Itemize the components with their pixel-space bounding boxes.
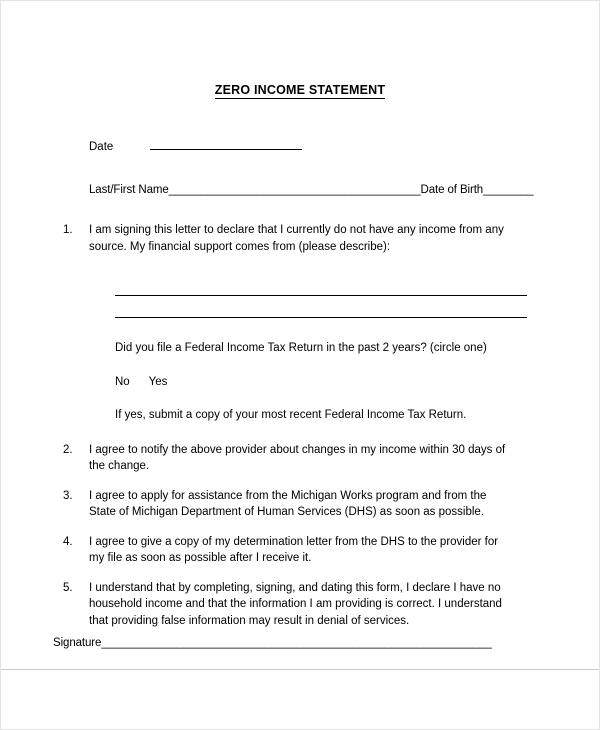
list-item-text: I am signing this letter to declare that I currently do not have any income from any source. My financial support comes from (please describe): bbox=[89, 224, 504, 253]
page-footer-area bbox=[1, 671, 599, 730]
tax-return-question-block bbox=[89, 340, 515, 424]
list-item bbox=[63, 534, 515, 567]
list-item-text: I agree to apply for assistance from the Michigan Works program and from the State of Michigan Department of Human Services (DHS) as soon as possible. bbox=[89, 489, 487, 518]
statement-list bbox=[63, 222, 515, 642]
page-title-text: ZERO INCOME STATEMENT bbox=[214, 83, 386, 97]
list-item bbox=[63, 222, 515, 424]
tax-return-question: Did you file a Federal Income Tax Return in the past 2 years? (circle one) bbox=[115, 342, 487, 354]
list-item bbox=[63, 488, 515, 521]
list-item-text: I understand that by completing, signing, and dating this form, I declare I have no household income and that the information I am providing is correct. I understand that providing false information may result in denial of services. bbox=[89, 581, 502, 627]
list-item-number: 3. bbox=[63, 489, 73, 502]
list-item-text: I agree to notify the above provider about changes in my income within 30 days of the change. bbox=[89, 443, 506, 472]
list-item-number: 4. bbox=[63, 535, 73, 548]
tax-return-choices[interactable]: No Yes bbox=[115, 375, 168, 388]
list-item bbox=[63, 580, 515, 630]
list-item-number: 5. bbox=[63, 581, 73, 594]
financial-support-fill-lines bbox=[89, 274, 515, 318]
name-dob-field-row[interactable]: Last/First Name________________________________________Date of Birth________ bbox=[89, 184, 534, 196]
form-sheet bbox=[1, 1, 599, 670]
list-item-number: 1. bbox=[63, 224, 73, 236]
date-field-row bbox=[89, 140, 302, 153]
fill-line-2[interactable] bbox=[115, 296, 527, 318]
fill-line-1[interactable] bbox=[115, 274, 527, 296]
list-item-number: 2. bbox=[63, 443, 73, 456]
date-label: Date bbox=[89, 141, 114, 153]
page-title bbox=[1, 83, 599, 97]
list-item bbox=[63, 442, 515, 475]
tax-return-instruction: If yes, submit a copy of your most recent Federal Income Tax Return. bbox=[115, 409, 467, 421]
list-item-text: I agree to give a copy of my determination letter from the DHS to the provider for my file as soon as possible after I receive it. bbox=[89, 535, 499, 564]
signature-field[interactable]: Signature______________________________________________________________ bbox=[53, 637, 492, 649]
date-input-rule[interactable] bbox=[150, 140, 302, 150]
